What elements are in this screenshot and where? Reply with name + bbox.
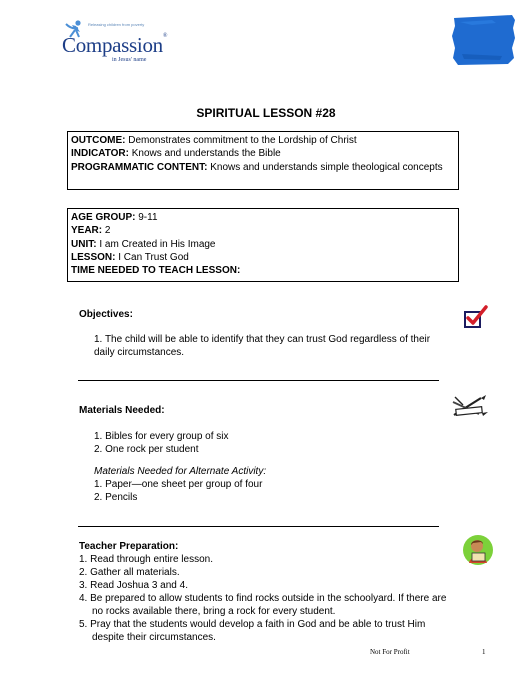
pencil-tools-icon [451, 394, 489, 420]
teacher-prep-item: 1. Read through entire lesson. [79, 554, 213, 565]
page-number: 1 [482, 648, 486, 656]
materials-heading: Materials Needed: [79, 405, 165, 416]
time-needed-line: TIME NEEDED TO TEACH LESSON: [71, 265, 241, 277]
year-line: YEAR: 2 [71, 225, 111, 237]
alt-materials-item: 2. Pencils [94, 492, 138, 503]
teacher-prep-item: 3. Read Joshua 3 and 4. [79, 580, 188, 591]
section-divider [78, 380, 439, 381]
programmatic-content-line: PROGRAMMATIC CONTENT: Knows and understands simple theological concepts [71, 161, 443, 173]
unit-line: UNIT: I am Created in His Image [71, 238, 216, 250]
objective-item: 1. The child will be able to identify that they can trust God regardless of their daily circumstances. [94, 334, 431, 358]
teacher-reading-icon [461, 533, 495, 567]
footer-text: Not For Profit [370, 648, 410, 656]
materials-item: 2. One rock per student [94, 444, 199, 455]
lesson-info-box [67, 208, 459, 282]
teacher-prep-item: 5. Pray that the students would develop a faith in God and be able to trust Him despite their circumstances. [79, 619, 426, 643]
outcome-line: OUTCOME: Demonstrates commitment to the Lordship of Christ [71, 135, 357, 146]
logo-subtitle: in Jesus' name [112, 57, 147, 63]
indicator-line: INDICATOR: Knows and understands the Bible [71, 148, 281, 160]
page-title: SPIRITUAL LESSON #28 [196, 106, 336, 120]
section-divider [78, 526, 439, 527]
checkbox-check-icon [463, 304, 489, 330]
teacher-prep-heading: Teacher Preparation: [79, 541, 179, 552]
logo-wordmark: Compassion® [62, 33, 168, 57]
lesson-line: LESSON: I Can Trust God [71, 251, 189, 263]
outcome-box [67, 131, 459, 190]
alt-materials-heading: Materials Needed for Alternate Activity: [94, 466, 267, 477]
blue-brush-graphic [452, 14, 516, 66]
teacher-prep-item: 4. Be prepared to allow students to find rocks outside in the schoolyard. If there are no rocks available there, bring a rock for every student. [79, 593, 447, 617]
alt-materials-item: 1. Paper—one sheet per group of four [94, 479, 263, 490]
teacher-prep-item: 2. Gather all materials. [79, 567, 180, 578]
teacher-prep-list [79, 553, 449, 644]
age-group-line: AGE GROUP: 9-11 [71, 212, 158, 223]
objectives-heading: Objectives: [79, 309, 133, 320]
logo-tagline: Releasing children from poverty [88, 22, 145, 27]
materials-item: 1. Bibles for every group of six [94, 431, 229, 442]
